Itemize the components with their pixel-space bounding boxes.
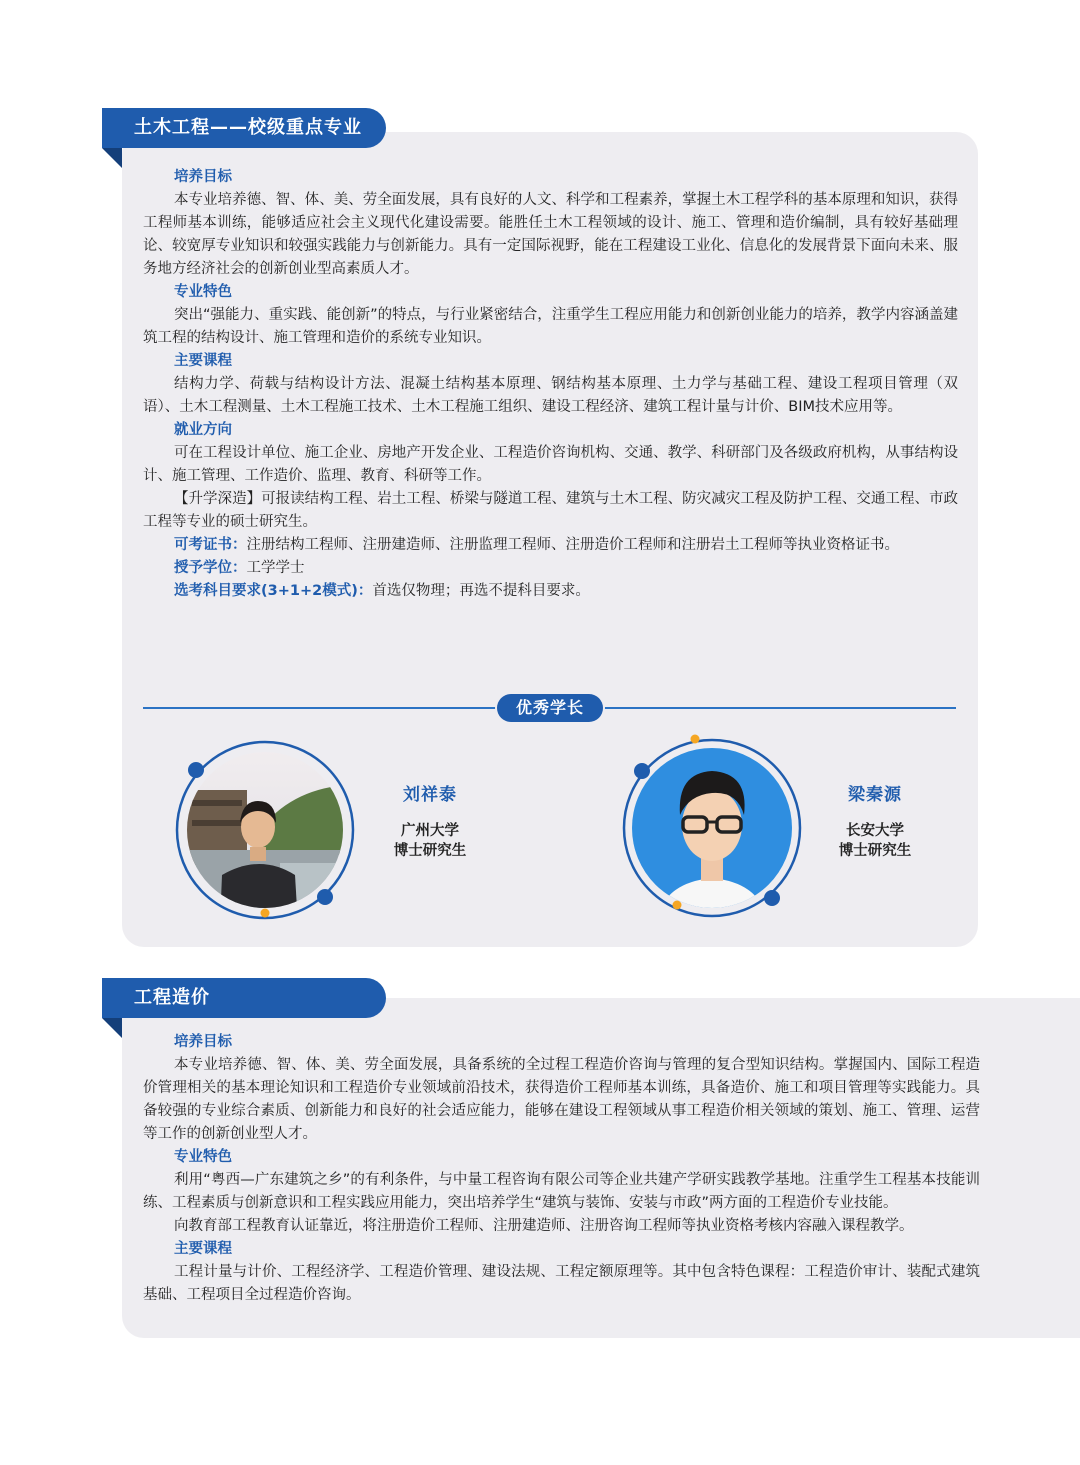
- degree-value: 工学学士: [246, 560, 305, 576]
- course-text: 结构力学、荷载与结构设计方法、混凝土结构基本原理、钢结构基本原理、土力学与基础工程、建设工程项目管理（双语）、土木工程测量、土木工程施工技术、土木工程施工组织、建设工程经济、建筑工程计量与计价、BIM技术应用等。: [143, 376, 958, 415]
- goal-text: 本专业培养德、智、体、美、劳全面发展，具有良好的人文、科学和工程素养，掌握土木工程学科的基本原理和知识，获得工程师基本训练，能够适应社会主义现代化建设需要。能胜任土木工程领域的设计、施工、管理和造价编制，具有较好基础理论、较宽厚专业知识和较强实践能力与创新能力。具有一定国际视野，能在工程建设工业化、信息化的发展背景下面向未来、服务地方经济社会的创新创业型高素质人才。: [143, 192, 958, 277]
- certificates-value: 注册结构工程师、注册建造师、注册监理工程师、注册造价工程师和注册岩土工程师等执业资格证书。: [246, 537, 899, 553]
- alumni-degree-1: 博士研究生: [393, 843, 467, 859]
- alumni-name-2: 梁秦源: [848, 785, 902, 805]
- course-heading: 主要课程: [174, 1241, 232, 1257]
- alumni-heading: 优秀学长: [497, 694, 603, 722]
- degree-label: 授予学位：: [174, 560, 247, 576]
- feature-text-2: 向教育部工程教育认证靠近，将注册造价工程师、注册建造师、注册咨询工程师等执业资格考核内容融入课程教学。: [174, 1218, 914, 1234]
- section-title-cost-engineering: 工程造价: [102, 978, 386, 1018]
- subject-requirement-value: 首选仅物理；再选不提科目要求。: [372, 583, 590, 599]
- alumni-photo-frame-2: [617, 733, 807, 923]
- feature-text: 突出“强能力、重实践、能创新”的特点，与行业紧密结合，注重学生工程应用能力和创新创业能力的培养，教学内容涵盖建筑工程的结构设计、施工管理和造价的系统专业知识。: [143, 307, 958, 346]
- certificates-row: [143, 534, 958, 557]
- goal-text: 本专业培养德、智、体、美、劳全面发展，具备系统的全过程工程造价咨询与管理的复合型知识结构。掌握国内、国际工程造价管理相关的基本理论知识和工程造价专业领域前沿技术，获得造价工程师基本训练，具备造价、施工和项目管理等实践能力。具备较强的专业综合素质、创新能力和良好的社会适应能力，能够在建设工程领域从事工程造价相关领域的策划、施工、管理、运营等工作的创新创业型人才。: [143, 1057, 980, 1142]
- alumni-school-2: 长安大学: [846, 823, 904, 839]
- alumni-card-1: [370, 780, 490, 861]
- goal-heading: 培养目标: [174, 1034, 232, 1050]
- degree-row: [143, 557, 958, 580]
- alumni-card-2: [815, 780, 935, 861]
- feature-heading: 专业特色: [174, 284, 232, 300]
- goal-heading: 培养目标: [174, 169, 232, 185]
- career-heading: 就业方向: [174, 422, 232, 438]
- career-text: 可在工程设计单位、施工企业、房地产开发企业、工程造价咨询机构、交通、教学、科研部门及各级政府机构，从事结构设计、施工管理、工作造价、监理、教育、科研等工作。: [143, 445, 958, 484]
- cost-engineering-content: [143, 1031, 980, 1307]
- feature-heading: 专业特色: [174, 1149, 232, 1165]
- feature-text: 利用“粤西—广东建筑之乡”的有利条件，与中量工程咨询有限公司等企业共建产学研实践教学基地。注重学生工程基本技能训练、工程素质与创新意识和工程实践应用能力，突出培养学生“建筑与装饰、安装与市政”两方面的工程造价专业技能。: [143, 1172, 980, 1211]
- alumni-school-1: 广州大学: [401, 823, 459, 839]
- subject-requirement-row: [143, 580, 958, 603]
- alumni-degree-2: 博士研究生: [838, 843, 912, 859]
- section-title-civil-engineering: 土木工程——校级重点专业: [102, 108, 386, 148]
- certificates-label: 可考证书：: [174, 537, 247, 553]
- further-study-text: 【升学深造】可报读结构工程、岩土工程、桥梁与隧道工程、建筑与土木工程、防灾减灾工程及防护工程、交通工程、市政工程等专业的硕士研究生。: [143, 491, 958, 530]
- tab-fold-decoration: [102, 148, 122, 168]
- tab-fold-decoration: [102, 1018, 122, 1038]
- subject-requirement-label: 选考科目要求(3+1+2模式)：: [174, 583, 373, 599]
- alumni-photo-frame-1: [170, 735, 360, 925]
- course-text: 工程计量与计价、工程经济学、工程造价管理、建设法规、工程定额原理等。其中包含特色课程：工程造价审计、装配式建筑基础、工程项目全过程造价咨询。: [143, 1264, 980, 1303]
- alumni-name-1: 刘祥泰: [403, 785, 457, 805]
- civil-engineering-content: [143, 166, 958, 603]
- course-heading: 主要课程: [174, 353, 232, 369]
